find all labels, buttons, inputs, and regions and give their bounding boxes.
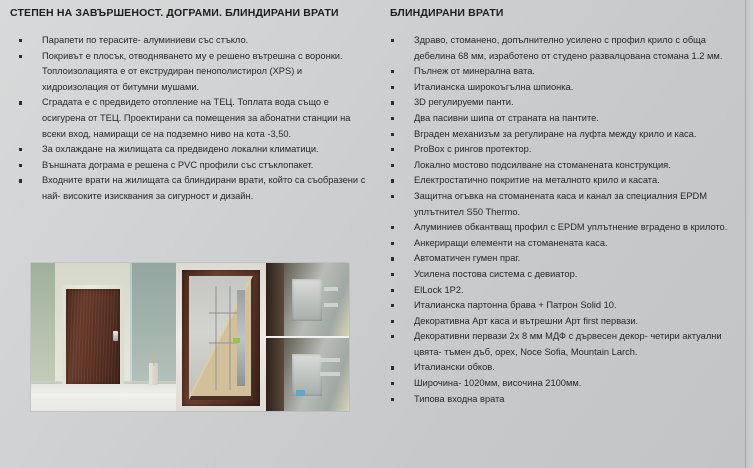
list-item (0, 158, 376, 174)
door-handle-icon (113, 331, 118, 341)
list-item-text: За охлаждане на жилищата са предвидено локални климатици. (42, 144, 319, 155)
list-item-text: Италианска партонна брава + Патрон Solid 10. (414, 300, 617, 311)
list-item (376, 314, 746, 330)
bullet-dot-icon (391, 133, 394, 136)
list-item (376, 158, 746, 174)
list-item (376, 251, 746, 267)
bullet-dot-icon (19, 164, 22, 167)
door-slab-shape (66, 289, 120, 385)
bullet-dot-icon (391, 398, 394, 401)
list-item (376, 33, 746, 64)
list-item (376, 236, 746, 252)
list-item (376, 64, 746, 80)
list-item-text: Декоративна Арт каса и вътрешни Арт first первази. (414, 315, 639, 326)
bullet-dot-icon (391, 320, 394, 323)
list-item (376, 392, 746, 408)
list-item-text: Външната дограма е решена с PVC профили със стъклопакет. (42, 159, 314, 170)
armored-inner-shape (189, 276, 253, 400)
cutaway-armored-door-photo (176, 263, 266, 411)
bullet-dot-icon (391, 86, 394, 89)
lock-detail-photo-top (266, 263, 349, 336)
bullet-dot-icon (391, 273, 394, 276)
left-content-column (0, 0, 376, 205)
bullet-dot-icon (391, 39, 394, 42)
bullet-dot-icon (391, 226, 394, 229)
list-item (376, 360, 746, 376)
list-item (376, 127, 746, 143)
list-item (376, 376, 746, 392)
bullet-dot-icon (19, 101, 22, 104)
list-item (376, 80, 746, 96)
lock-bolt-shape (320, 372, 340, 376)
rail-shape (215, 286, 217, 390)
list-item (376, 267, 746, 283)
blue-detail-shape (296, 390, 305, 396)
bullet-dot-icon (391, 117, 394, 120)
list-item-text: Широчина- 1020мм, височина 2100мм. (414, 378, 582, 389)
bullet-dot-icon (391, 179, 394, 182)
list-item (376, 298, 746, 314)
list-item-text: Автоматичен гумен праг. (414, 253, 521, 264)
photo-strip (31, 263, 349, 411)
bullet-dot-icon (391, 289, 394, 292)
list-item-text: 3D регулируеми панти. (414, 97, 514, 108)
list-item-text: Пълнеж от минерална вата. (414, 66, 535, 77)
right-section-title: БЛИНДИРАНИ ВРАТИ (390, 7, 504, 19)
bullet-dot-icon (391, 148, 394, 151)
bullet-dot-icon (19, 39, 22, 42)
list-item-text: Сградата е с предвидето отопление на ТЕЦ. Топлата вода също е осигурена от ТЕЦ. Проектирани са помещения за абонатни станции на всеки вход, намиращи се на подземно ниво на кота -3,50. (42, 97, 351, 139)
list-item (0, 33, 376, 49)
bullet-dot-icon (391, 101, 394, 104)
rail-shape (229, 286, 231, 390)
right-bullet-list (376, 33, 746, 407)
list-item (376, 111, 746, 127)
list-item (0, 142, 376, 158)
lock-detail-photos (266, 263, 349, 411)
list-item-text: Локално мостово подсилване на стоманената конструкция. (414, 159, 671, 170)
list-item (376, 329, 746, 360)
list-item-text: Декоративни первази 2х 8 мм МДФ с дървесен декор- четири актуални цвята- тъмен дъб, орех, Noce Sofia, Mountain Larch. (414, 331, 722, 357)
bullet-dot-icon (19, 148, 22, 151)
list-item-text: Типова входна врата (414, 393, 505, 404)
list-item (376, 95, 746, 111)
list-item-text: ProBox с рингов протектор. (414, 144, 532, 155)
list-item-text: Здраво, стоманено, допълнително усилено с профил крило с обща дебелина 68 мм, изработено от студено развалцована стомана 1.2 мм. (414, 35, 723, 61)
bullet-dot-icon (391, 164, 394, 167)
lock-bolt-shape (324, 303, 338, 307)
bullet-dot-icon (391, 195, 394, 198)
list-item-text: Италиански обков. (414, 362, 495, 373)
bullet-dot-icon (391, 304, 394, 307)
list-item-text: Парапети по терасите- алуминиеви със стъкло. (42, 35, 249, 45)
list-item-text: Анкериращи елементи на стоманената каса. (414, 237, 608, 248)
list-item (376, 283, 746, 299)
bullet-dot-icon (391, 382, 394, 385)
list-item-text: Електростатично покритие на металното крило и касата. (414, 175, 660, 186)
twigs-icon (143, 338, 165, 366)
lock-bolt-shape (320, 358, 340, 362)
list-item (376, 220, 746, 236)
list-item (0, 173, 376, 204)
left-bullet-list (0, 33, 376, 205)
bullet-dot-icon (391, 70, 394, 73)
list-item (376, 189, 746, 220)
list-item-text: Усилена постова система с девиатор. (414, 268, 578, 279)
list-item (376, 173, 746, 189)
list-item-text: Покривът е плосък, отводняването му е решено вътрешна с воронки. Топлоизолацията е от екструдиран пенополистирол (XPS) и хидроизолация от битумни мушами. (42, 50, 343, 92)
green-label-shape (233, 338, 240, 343)
bullet-dot-icon (391, 257, 394, 260)
floor-shape (31, 384, 176, 411)
list-item-text: Входните врати на жилищата са блиндирани врати, който са съобразени с най- високите изисквания за сигурност и дизайн. (42, 175, 366, 201)
right-content-column (376, 0, 746, 407)
bullet-dot-icon (19, 179, 22, 182)
left-section-title: СТЕПЕН НА ЗАВЪРШЕНОСТ. ДОГРАМИ. БЛИНДИРАНИ ВРАТИ (10, 7, 339, 19)
lock-bolt-shape (324, 287, 338, 291)
list-item-text: Вграден механизъм за регулиране на луфта между крило и каса. (414, 128, 697, 139)
wall-seam-shape (130, 263, 132, 385)
list-item (376, 142, 746, 158)
list-item-text: Италианска широкоъгълна шпионка. (414, 81, 574, 92)
lock-detail-photo-bottom (266, 338, 349, 411)
vase-shape (149, 363, 158, 385)
interior-door-photo (31, 263, 176, 411)
list-item-text: Алуминиев обкантващ профил с EPDM уплътнение вградено в крилото. (414, 222, 728, 233)
door-jamb-shape (266, 263, 284, 336)
lock-plate-shape (292, 279, 322, 321)
bullet-dot-icon (391, 242, 394, 245)
list-item (0, 95, 376, 142)
list-item-text: Защитна огъвка на стоманената каса и канал за специалния EPDM уплътнител S50 Thermo. (414, 190, 708, 217)
rail-shape (209, 312, 239, 314)
bullet-dot-icon (391, 366, 394, 369)
bullet-dot-icon (19, 55, 22, 58)
list-item-text: ElLock 1P2. (414, 284, 464, 295)
bullet-dot-icon (391, 335, 394, 338)
list-item (0, 49, 376, 96)
list-item-text: Два пасивни шипа от страната на пантите. (414, 112, 599, 123)
door-jamb-shape (266, 338, 284, 411)
